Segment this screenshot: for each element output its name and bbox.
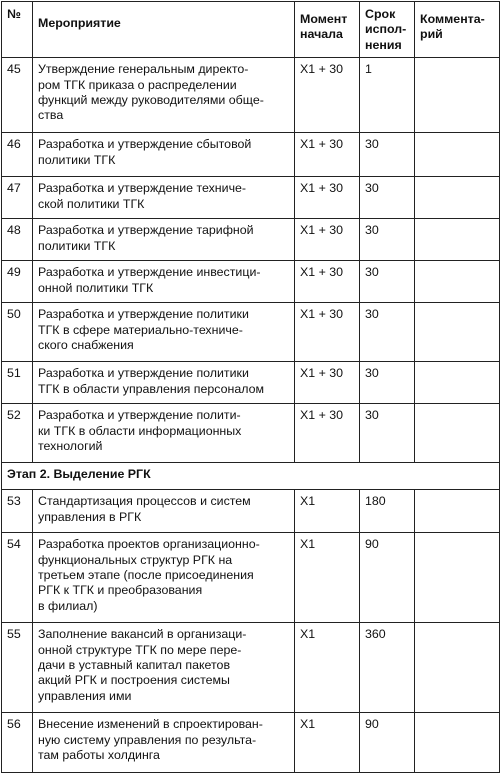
cell-num: 54: [2, 533, 33, 623]
cell-event: Разработка и утверждение политики ТГК в области управления персоналом: [33, 362, 295, 404]
cell-start: X1 + 30: [295, 261, 360, 303]
table-row: [2, 261, 500, 303]
cell-num: 55: [2, 623, 33, 713]
cell-comment: [415, 533, 500, 623]
header-comment: Коммента- рий: [415, 2, 500, 58]
cell-num: 48: [2, 219, 33, 261]
cell-duration: 1: [360, 58, 415, 133]
table-row: [2, 177, 500, 219]
table-row: [2, 362, 500, 404]
cell-start: X1: [295, 490, 360, 533]
cell-duration: 30: [360, 177, 415, 219]
cell-num: 47: [2, 177, 33, 219]
cell-comment: [415, 219, 500, 261]
header-num: №: [2, 2, 33, 58]
cell-duration: 30: [360, 303, 415, 362]
cell-duration: 90: [360, 533, 415, 623]
cell-event: Разработка и утверждение тарифной политики ТГК: [33, 219, 295, 261]
cell-duration: 30: [360, 219, 415, 261]
table-row: [2, 490, 500, 533]
cell-event: Разработка и утверждение инвестици- онной политики ТГК: [33, 261, 295, 303]
cell-event: Разработка и утверждение полити- ки ТГК в области информационных технологий: [33, 404, 295, 463]
table-row: [2, 623, 500, 713]
table-row: [2, 533, 500, 623]
cell-start: X1 + 30: [295, 58, 360, 133]
stage-title: Этап 2. Выделение РГК: [2, 463, 500, 490]
cell-start: X1: [295, 713, 360, 773]
cell-num: 46: [2, 133, 33, 177]
cell-start: X1: [295, 533, 360, 623]
cell-event: Внесение изменений в спроектирован- ную систему управления по результа- там работы холдинга: [33, 713, 295, 773]
cell-num: 49: [2, 261, 33, 303]
cell-comment: [415, 362, 500, 404]
cell-start: X1 + 30: [295, 362, 360, 404]
header-duration: Срок испол- нения: [360, 2, 415, 58]
table-row: [2, 713, 500, 773]
cell-duration: 90: [360, 713, 415, 773]
cell-event: Стандартизация процессов и систем управления в РГК: [33, 490, 295, 533]
cell-start: X1 + 30: [295, 404, 360, 463]
table-row: [2, 58, 500, 133]
cell-num: 56: [2, 713, 33, 773]
cell-duration: 180: [360, 490, 415, 533]
cell-comment: [415, 623, 500, 713]
cell-event: Разработка и утверждение сбытовой политики ТГК: [33, 133, 295, 177]
cell-duration: 30: [360, 133, 415, 177]
header-start: Момент начала: [295, 2, 360, 58]
cell-num: 52: [2, 404, 33, 463]
cell-comment: [415, 303, 500, 362]
cell-num: 51: [2, 362, 33, 404]
cell-start: X1 + 30: [295, 177, 360, 219]
stage-row: [2, 463, 500, 490]
cell-comment: [415, 261, 500, 303]
cell-comment: [415, 133, 500, 177]
cell-comment: [415, 404, 500, 463]
cell-event: Разработка и утверждение политики ТГК в сфере материально-техниче- ского снабжения: [33, 303, 295, 362]
cell-num: 50: [2, 303, 33, 362]
cell-num: 53: [2, 490, 33, 533]
cell-comment: [415, 58, 500, 133]
cell-duration: 30: [360, 261, 415, 303]
cell-start: X1 + 30: [295, 303, 360, 362]
table-header-row: [2, 2, 500, 58]
cell-comment: [415, 713, 500, 773]
cell-comment: [415, 490, 500, 533]
cell-duration: 30: [360, 404, 415, 463]
cell-event: Разработка проектов организационно- функциональных структур РГК на третьем этапе (после присоединения РГК к ТГК и преобразования в филиал): [33, 533, 295, 623]
cell-event: Утверждение генеральным директо- ром ТГК приказа о распределении функций между руководителями обще- ства: [33, 58, 295, 133]
cell-start: X1 + 30: [295, 219, 360, 261]
cell-duration: 360: [360, 623, 415, 713]
cell-num: 45: [2, 58, 33, 133]
cell-duration: 30: [360, 362, 415, 404]
cell-event: Разработка и утверждение техниче- ской политики ТГК: [33, 177, 295, 219]
cell-start: X1: [295, 623, 360, 713]
table-row: [2, 133, 500, 177]
plan-table: [1, 1, 500, 773]
cell-comment: [415, 177, 500, 219]
cell-start: X1 + 30: [295, 133, 360, 177]
table-row: [2, 303, 500, 362]
cell-event: Заполнение вакансий в организаци- онной структуре ТГК по мере пере- дачи в уставный капитал пакетов акций РГК и построения системы управления ими: [33, 623, 295, 713]
table-row: [2, 219, 500, 261]
table-row: [2, 404, 500, 463]
header-event: Мероприятие: [33, 2, 295, 58]
